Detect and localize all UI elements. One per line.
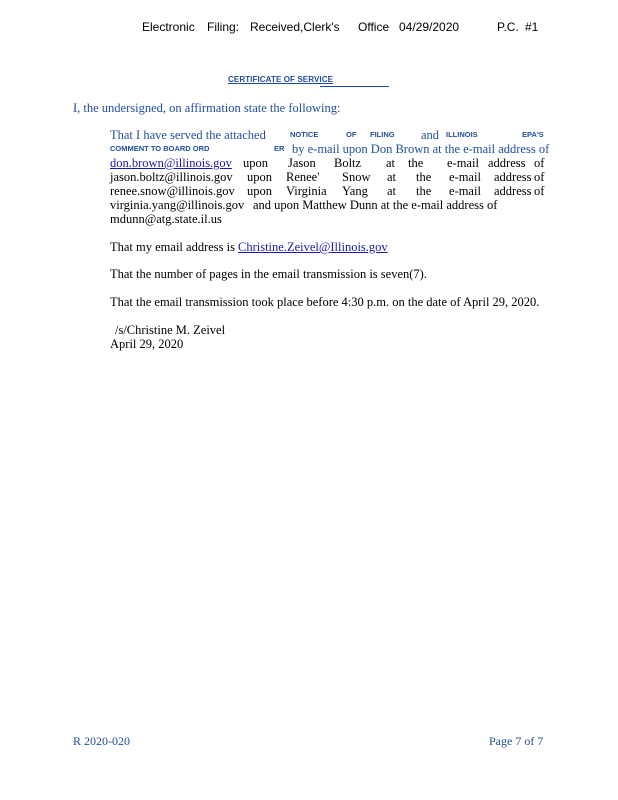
header-date: 04/29/2020 xyxy=(399,20,460,34)
email-address: renee.snow@illinois.gov xyxy=(110,184,235,198)
footer-docket: R 2020-020 xyxy=(73,734,130,748)
service-text: address xyxy=(494,184,532,198)
header-office: Office xyxy=(358,20,390,34)
service-text: Boltz xyxy=(334,156,362,170)
signature-date: April 29, 2020 xyxy=(110,337,184,351)
intro-statement: I, the undersigned, on affirmation state the following: xyxy=(73,101,341,115)
service-text: the xyxy=(416,170,432,184)
service-text: Jason xyxy=(288,156,316,170)
service-text: at xyxy=(387,170,397,184)
service-text: the xyxy=(408,156,424,170)
service-text: address xyxy=(494,170,532,184)
certificate-title: CERTIFICATE OF SERVICE xyxy=(228,75,334,84)
illinois-label: ILLINOIS xyxy=(446,130,478,139)
header-pc-number: #1 xyxy=(525,20,539,34)
my-email-prefix: That my email address is xyxy=(110,240,235,254)
er-label: ER xyxy=(274,144,285,153)
service-text: upon xyxy=(247,170,272,184)
header-received: Received,Clerk's xyxy=(250,20,340,34)
service-text: the xyxy=(416,184,432,198)
service-text: That I have served the attached xyxy=(110,128,266,142)
notice-label: NOTICE xyxy=(290,130,319,139)
footer-page-number: Page 7 of 7 xyxy=(489,734,544,748)
service-text: Yang xyxy=(342,184,368,198)
and-text: and xyxy=(421,128,440,142)
service-text: e-mail xyxy=(449,170,481,184)
comment-label: COMMENT TO BOARD ORD xyxy=(110,144,210,153)
service-text: upon xyxy=(247,184,272,198)
pages-line: That the number of pages in the email transmission is seven(7). xyxy=(110,267,427,281)
email-address: jason.boltz@illinois.gov xyxy=(110,170,233,184)
signature: /s/Christine M. Zeivel xyxy=(115,323,226,337)
filing-label: FILING xyxy=(370,130,395,139)
service-text: and upon Matthew Dunn at the e-mail address of xyxy=(253,198,498,212)
service-text: Virginia xyxy=(286,184,327,198)
service-text: of xyxy=(534,184,545,198)
service-text: Snow xyxy=(342,170,371,184)
service-text: Renee' xyxy=(286,170,320,184)
header-filing: Filing: xyxy=(207,20,240,34)
service-text: at xyxy=(387,184,397,198)
service-text: address xyxy=(488,156,526,170)
transmission-line: That the email transmission took place before 4:30 p.m. on the date of April 29, 2020. xyxy=(110,295,540,309)
header-electronic: Electronic xyxy=(142,20,195,34)
header-pc: P.C. xyxy=(497,20,519,34)
title-underline xyxy=(320,86,389,87)
service-text: by e-mail upon Don Brown at the e-mail address of xyxy=(292,142,550,156)
my-email-link[interactable]: Christine.Zeivel@Illinois.gov xyxy=(237,240,388,254)
service-text: upon xyxy=(243,156,268,170)
service-text: e-mail xyxy=(447,156,479,170)
epas-label: EPA'S xyxy=(522,130,544,139)
email-link[interactable]: don.brown@illinois.gov xyxy=(110,156,232,170)
my-email-line xyxy=(110,240,388,254)
service-text: of xyxy=(534,170,545,184)
email-address: mdunn@atg.state.il.us xyxy=(110,212,222,226)
service-text: e-mail xyxy=(449,184,481,198)
service-text: at xyxy=(386,156,396,170)
email-address: virginia.yang@illinois.gov xyxy=(110,198,245,212)
service-text: of xyxy=(534,156,545,170)
of-label: OF xyxy=(346,130,357,139)
